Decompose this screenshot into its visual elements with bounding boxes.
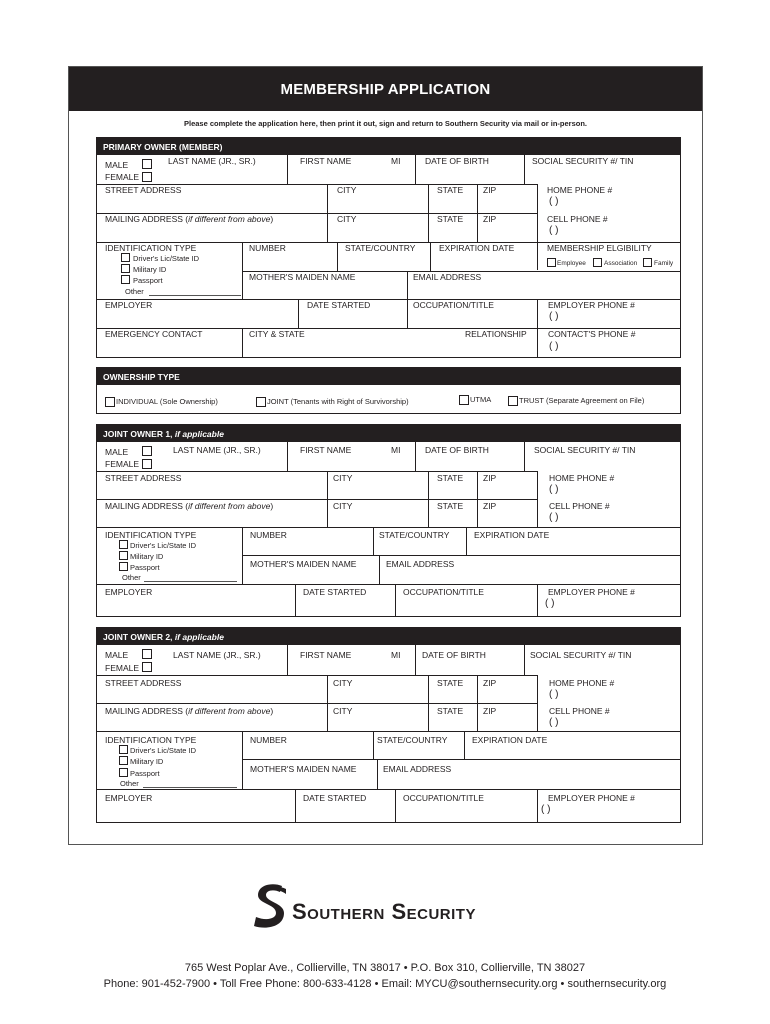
joint-owner-2-heading: JOINT OWNER 2, if applicable	[97, 628, 680, 645]
drivers-label: Driver's Lic/State ID	[133, 254, 200, 263]
other-label: Other	[125, 287, 144, 296]
employee-checkbox[interactable]	[547, 258, 556, 267]
relationship-label: RELATIONSHIP	[465, 329, 527, 339]
emergency-label: EMERGENCY CONTACT	[105, 329, 203, 339]
cell-phone-label: CELL PHONE #	[547, 214, 608, 224]
j2-other-label: Other	[120, 779, 139, 788]
j2-maiden-label: MOTHER'S MAIDEN NAME	[250, 764, 357, 774]
family-label: Family	[654, 260, 674, 267]
j2-employer-phone-field[interactable]: ( )	[541, 804, 551, 815]
j2-number-label: NUMBER	[250, 735, 287, 745]
j2-city-label: CITY	[333, 678, 353, 688]
joint-owner-2-section	[96, 627, 681, 823]
j2-ssn-label: SOCIAL SECURITY #/ TIN	[530, 650, 632, 660]
mi-label: MI	[391, 156, 401, 166]
j2-last-name-label: LAST NAME (JR., SR.)	[173, 650, 261, 660]
j2-date-started-label: DATE STARTED	[303, 793, 367, 803]
employee-label: Employee	[557, 260, 586, 267]
j1-male-checkbox[interactable]	[142, 446, 152, 456]
j1-passport-label: Passport	[130, 563, 160, 572]
j1-female-label: FEMALE	[105, 459, 140, 469]
j2-email-label: EMAIL ADDRESS	[383, 764, 452, 774]
j1-mailing-state-label: STATE	[437, 501, 464, 511]
employer-phone-field[interactable]: ( )	[549, 311, 559, 322]
j2-mi-label: MI	[391, 650, 401, 660]
j1-mi-label: MI	[391, 445, 401, 455]
state-country-label: STATE/COUNTRY	[345, 243, 416, 253]
primary-owner-heading: PRIMARY OWNER (MEMBER)	[97, 138, 680, 155]
membership-elig-label: MEMBERSHIP ELGIBILITY	[547, 243, 652, 253]
j2-state-country-label: STATE/COUNTRY	[377, 735, 448, 745]
employer-phone-label: EMPLOYER PHONE #	[548, 300, 635, 310]
ownership-section	[96, 367, 681, 414]
j2-passport-label: Passport	[130, 769, 160, 778]
contact-phone-label: CONTACT'S PHONE #	[548, 329, 636, 339]
j1-city-label: CITY	[333, 473, 353, 483]
j1-dob-label: DATE OF BIRTH	[425, 445, 489, 455]
j2-first-name-label: FIRST NAME	[300, 650, 352, 660]
expiration-label: EXPIRATION DATE	[439, 243, 515, 253]
male-label: MALE	[105, 160, 129, 170]
first-name-label: FIRST NAME	[300, 156, 352, 166]
j2-dob-label: DATE OF BIRTH	[422, 650, 486, 660]
home-phone-label: HOME PHONE #	[547, 185, 613, 195]
j2-female-label: FEMALE	[105, 663, 140, 673]
passport-label: Passport	[133, 276, 163, 285]
j1-mailing-label: MAILING ADDRESS (if different from above)	[105, 501, 274, 511]
j2-mailing-state-label: STATE	[437, 706, 464, 716]
southern-security-logo	[252, 883, 532, 931]
zip-label: ZIP	[483, 185, 497, 195]
mailing-state-label: STATE	[437, 214, 464, 224]
j2-zip-label: ZIP	[483, 678, 497, 688]
j1-passport-checkbox[interactable]	[119, 562, 128, 571]
application-form	[68, 66, 703, 845]
maiden-label: MOTHER'S MAIDEN NAME	[249, 272, 356, 282]
j1-male-label: MALE	[105, 447, 129, 457]
j2-state-label: STATE	[437, 678, 464, 688]
j2-military-checkbox[interactable]	[119, 756, 128, 765]
j2-id-type-label: IDENTIFICATION TYPE	[105, 735, 197, 745]
ownership-heading: OWNERSHIP TYPE	[97, 368, 680, 385]
joint-label: JOINT (Tenants with Right of Survivorship)	[267, 397, 409, 406]
form-title: MEMBERSHIP APPLICATION	[69, 67, 702, 111]
association-label: Association	[604, 260, 638, 267]
j2-cell-phone-field[interactable]: ( )	[549, 717, 559, 728]
j1-occupation-label: OCCUPATION/TITLE	[403, 587, 484, 597]
passport-checkbox[interactable]	[121, 275, 130, 284]
utma-checkbox[interactable]	[459, 395, 469, 405]
date-started-label: DATE STARTED	[307, 300, 371, 310]
j1-female-checkbox[interactable]	[142, 459, 152, 469]
id-type-label: IDENTIFICATION TYPE	[105, 243, 197, 253]
email-label: EMAIL ADDRESS	[413, 272, 482, 282]
j1-home-phone-label: HOME PHONE #	[549, 473, 615, 483]
trust-label: TRUST (Separate Agreement on File)	[519, 396, 645, 405]
dob-label: DATE OF BIRTH	[425, 156, 489, 166]
j2-mailing-zip-label: ZIP	[483, 706, 497, 716]
city-state-label: CITY & STATE	[249, 329, 305, 339]
j1-first-name-label: FIRST NAME	[300, 445, 352, 455]
footer-contact: Phone: 901-452-7900 • Toll Free Phone: 800-633-4128 • Email: MYCU@southernsecurity.org • southernsecurity.org	[103, 978, 667, 990]
cell-phone-field[interactable]: ( )	[549, 225, 559, 236]
j1-maiden-label: MOTHER'S MAIDEN NAME	[250, 559, 357, 569]
j1-drivers-label: Driver's Lic/State ID	[130, 541, 197, 550]
j1-military-checkbox[interactable]	[119, 551, 128, 560]
j1-id-type-label: IDENTIFICATION TYPE	[105, 530, 197, 540]
military-checkbox[interactable]	[121, 264, 130, 273]
occupation-label: OCCUPATION/TITLE	[413, 300, 494, 310]
j2-street-label: STREET ADDRESS	[105, 678, 182, 688]
j2-expiration-label: EXPIRATION DATE	[472, 735, 548, 745]
j2-home-phone-label: HOME PHONE #	[549, 678, 615, 688]
mailing-city-label: CITY	[337, 214, 357, 224]
last-name-label: LAST NAME (JR., SR.)	[168, 156, 256, 166]
j1-zip-label: ZIP	[483, 473, 497, 483]
joint-owner-1-heading: JOINT OWNER 1, if applicable	[97, 425, 680, 442]
j1-home-phone-field[interactable]: ( )	[549, 484, 559, 495]
female-label: FEMALE	[105, 172, 140, 182]
j1-military-label: Military ID	[130, 552, 164, 561]
j1-drivers-checkbox[interactable]	[119, 540, 128, 549]
j2-home-phone-field[interactable]: ( )	[549, 689, 559, 700]
state-label: STATE	[437, 185, 464, 195]
male-checkbox[interactable]	[142, 159, 152, 169]
family-checkbox[interactable]	[643, 258, 652, 267]
j2-male-label: MALE	[105, 650, 129, 660]
individual-label: INDIVIDUAL (Sole Ownership)	[116, 397, 218, 406]
logo-s-icon	[252, 883, 288, 929]
trust-checkbox[interactable]	[508, 396, 518, 406]
drivers-checkbox[interactable]	[121, 253, 130, 262]
j2-occupation-label: OCCUPATION/TITLE	[403, 793, 484, 803]
j1-email-label: EMAIL ADDRESS	[386, 559, 455, 569]
number-label: NUMBER	[249, 243, 286, 253]
logo-text: Southern Security	[292, 899, 476, 924]
j2-employer-phone-label: EMPLOYER PHONE #	[548, 793, 635, 803]
j2-mailing-city-label: CITY	[333, 706, 353, 716]
j1-mailing-zip-label: ZIP	[483, 501, 497, 511]
j1-date-started-label: DATE STARTED	[303, 587, 367, 597]
j1-other-line[interactable]	[144, 581, 237, 582]
j1-expiration-label: EXPIRATION DATE	[474, 530, 550, 540]
j1-cell-phone-field[interactable]: ( )	[549, 512, 559, 523]
j2-drivers-checkbox[interactable]	[119, 745, 128, 754]
individual-checkbox[interactable]	[105, 397, 115, 407]
primary-owner-section	[96, 137, 681, 358]
mailing-zip-label: ZIP	[483, 214, 497, 224]
j2-passport-checkbox[interactable]	[119, 768, 128, 777]
military-label: Military ID	[133, 265, 167, 274]
j1-cell-phone-label: CELL PHONE #	[549, 501, 610, 511]
j1-number-label: NUMBER	[250, 530, 287, 540]
j1-ssn-label: SOCIAL SECURITY #/ TIN	[534, 445, 636, 455]
j2-mailing-label: MAILING ADDRESS (if different from above)	[105, 706, 274, 716]
j2-other-line[interactable]	[143, 787, 237, 788]
j2-employer-label: EMPLOYER	[105, 793, 153, 803]
j2-male-checkbox[interactable]	[142, 649, 152, 659]
city-label: CITY	[337, 185, 357, 195]
j2-drivers-label: Driver's Lic/State ID	[130, 746, 197, 755]
footer-address: 765 West Poplar Ave., Collierville, TN 38017 • P.O. Box 310, Collierville, TN 38027	[184, 962, 586, 974]
j2-military-label: Military ID	[130, 757, 164, 766]
ssn-label: SOCIAL SECURITY #/ TIN	[532, 156, 634, 166]
association-checkbox[interactable]	[593, 258, 602, 267]
j1-street-label: STREET ADDRESS	[105, 473, 182, 483]
j1-employer-phone-label: EMPLOYER PHONE #	[548, 587, 635, 597]
j1-state-country-label: STATE/COUNTRY	[379, 530, 450, 540]
other-line[interactable]	[149, 295, 241, 296]
j2-female-checkbox[interactable]	[142, 662, 152, 672]
j1-other-label: Other	[122, 573, 141, 582]
j1-mailing-city-label: CITY	[333, 501, 353, 511]
joint-owner-1-section	[96, 424, 681, 617]
home-phone-field[interactable]: ( )	[549, 196, 559, 207]
j1-state-label: STATE	[437, 473, 464, 483]
employer-label: EMPLOYER	[105, 300, 153, 310]
utma-label: UTMA	[470, 395, 492, 404]
j1-employer-phone-field[interactable]: ( )	[545, 598, 555, 609]
joint-checkbox[interactable]	[256, 397, 266, 407]
street-label: STREET ADDRESS	[105, 185, 182, 195]
contact-phone-field[interactable]: ( )	[549, 341, 559, 352]
mailing-label: MAILING ADDRESS (if different from above)	[105, 214, 274, 224]
j1-last-name-label: LAST NAME (JR., SR.)	[173, 445, 261, 455]
j2-cell-phone-label: CELL PHONE #	[549, 706, 610, 716]
instructions: Please complete the application here, then print it out, sign and return to Southern Security via mail or in-person.	[184, 119, 587, 128]
j1-employer-label: EMPLOYER	[105, 587, 153, 597]
female-checkbox[interactable]	[142, 172, 152, 182]
